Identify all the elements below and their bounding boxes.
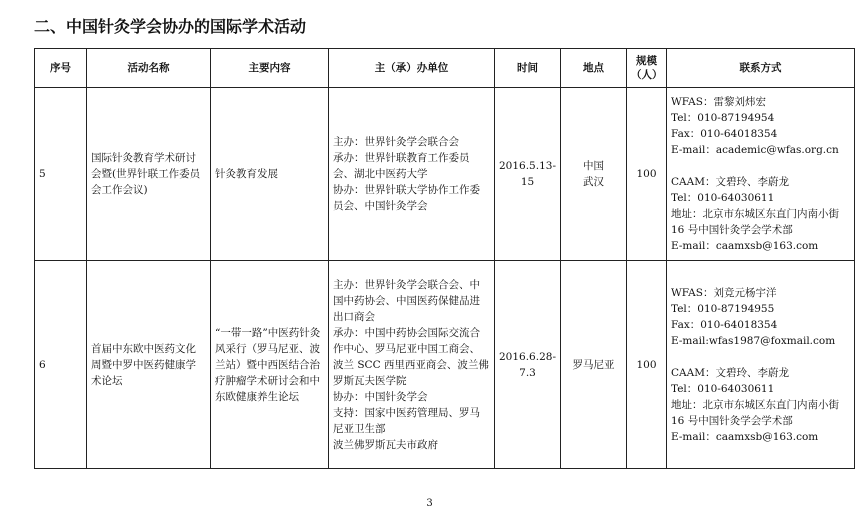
row-content: 针灸教育发展 [211,88,329,261]
row-organizer [329,261,495,469]
organizer-line: 主办：世界针灸学会联合会、中国中药协会、中国医药保健品进出口商会 [333,278,480,323]
organizer-line: 承办：中国中药协会国际交流合作中心、罗马尼亚中国工商会、波兰 SCC 西里西亚商会、波兰佛罗斯瓦夫医学院 [333,326,489,387]
row-scale: 100 [627,261,667,469]
activities-table [34,48,855,469]
header-organizer: 主（承）办单位 [329,49,495,88]
contact-address: 地址：北京市东城区东直门内南小街 16 号中国针灸学会学术部 [671,208,839,236]
contact-line: Tel：010-87194955 [671,302,775,315]
table-row [35,261,855,469]
contact-line: CAAM：文碧玲、李蔚龙 [671,176,789,188]
contact-email: E-mail：caamxsb@163.com [671,430,819,443]
table-row [35,88,855,261]
contact-gap [671,158,850,174]
header-content: 主要内容 [211,49,329,88]
contact-line: Tel：010-87194954 [671,112,775,124]
organizer-line: 协办：中国针灸学会 [333,390,428,403]
contact-email: E-mail：caamxsb@163.com [671,240,819,252]
organizer-line: 协办：世界针联大学协作工作委员会、中国针灸学会 [333,184,480,212]
contact-address: 地址：北京市东城区东直门内南小街 16 号中国针灸学会学术部 [671,398,839,427]
organizer-line: 支持：国家中医药管理局、罗马尼亚卫生部 [333,406,480,435]
section-title: 二、中国针灸学会协办的国际学术活动 [34,17,307,36]
contact-line: WFAS：刘竞元杨宇洋 [671,286,777,299]
header-name: 活动名称 [87,49,211,88]
row-place [561,88,627,261]
row-name: 国际针灸教育学术研讨会暨(世界针联工作委员会工作会议) [87,88,211,261]
contact-line: Tel：010-64030611 [671,382,775,395]
header-contact: 联系方式 [667,49,855,88]
place-line: 武汉 [583,176,604,188]
page-number: 3 [426,498,433,509]
row-time: 2016.5.13-15 [495,88,561,261]
row-seq: 6 [35,261,87,469]
contact-line: WFAS：雷黎刘炜宏 [671,96,766,108]
header-place: 地点 [561,49,627,88]
row-organizer [329,88,495,261]
row-seq: 5 [35,88,87,261]
header-time: 时间 [495,49,561,88]
organizer-line: 波兰佛罗斯瓦夫市政府 [333,438,438,451]
contact-line: Tel：010-64030611 [671,192,775,204]
contact-line: CAAM：文碧玲、李蔚龙 [671,366,789,379]
table-header-row [35,49,855,88]
row-time: 2016.6.28-7.3 [495,261,561,469]
row-contact [667,261,855,469]
contact-line: Fax：010-64018354 [671,318,778,331]
header-seq: 序号 [35,49,87,88]
place-line: 罗马尼亚 [572,358,615,371]
organizer-line: 主办：世界针灸学会联合会 [333,136,459,148]
contact-email: E-mail:wfas1987@foxmail.com [671,334,836,347]
place-line: 中国 [583,160,604,172]
contact-gap [671,349,850,365]
contact-email: E-mail：academic@wfas.org.cn [671,144,839,156]
contact-line: Fax：010-64018354 [671,128,778,140]
row-content: “一带一路”中医药针灸风采行（罗马尼亚、波兰站）暨中西医结合治疗肿瘤学术研讨会和中东欧健康养生论坛 [211,261,329,469]
header-scale: 规模（人） [627,49,667,88]
row-name: 首届中东欧中医药文化周暨中罗中医药健康学术论坛 [87,261,211,469]
row-scale: 100 [627,88,667,261]
row-place [561,261,627,469]
organizer-line: 承办：世界针联教育工作委员会、湖北中医药大学 [333,152,470,180]
row-contact [667,88,855,261]
